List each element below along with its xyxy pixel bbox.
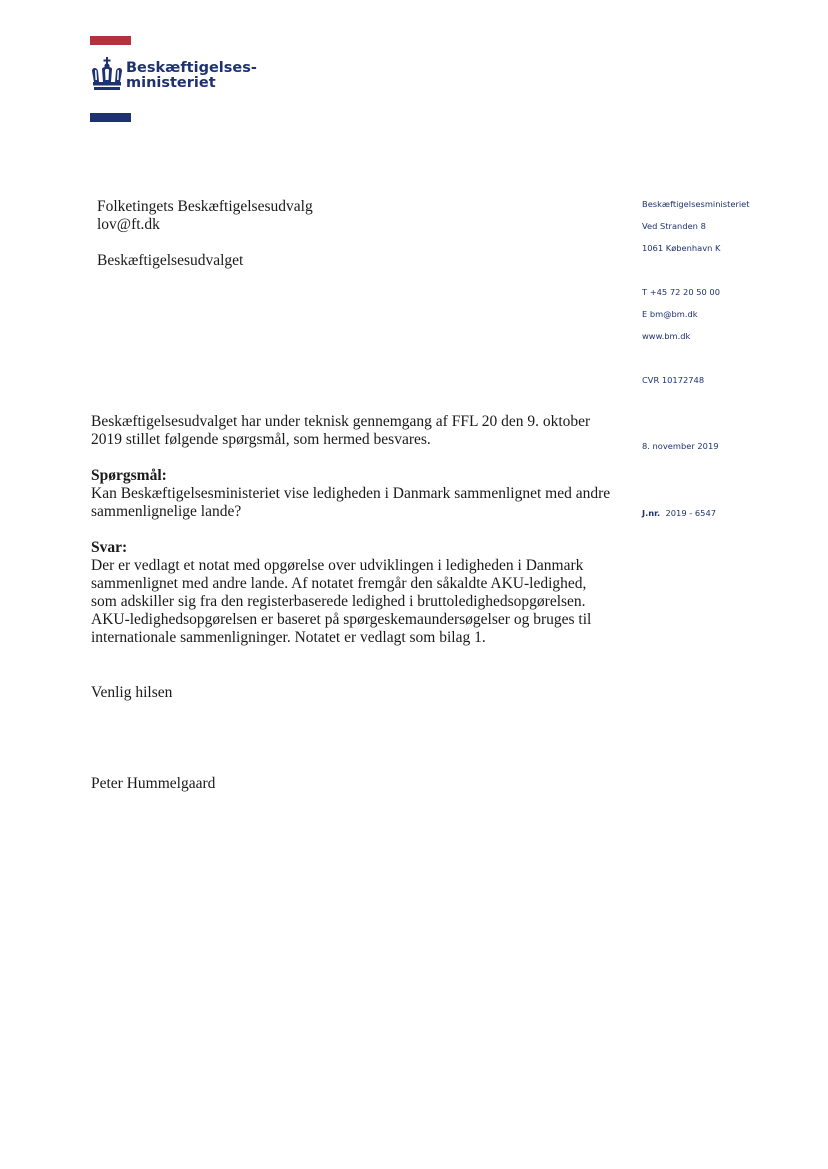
intro-line-1: Beskæftigelsesudvalget har under teknisk gennemgang af FFL 20 den 9. oktober [91, 413, 591, 430]
sender-email: E bm@bm.dk [642, 309, 698, 319]
question-line-2: sammenlignelige lande? [91, 503, 242, 520]
sender-street: Ved Stranden 8 [642, 221, 706, 231]
answer-heading: Svar: [91, 539, 128, 556]
ministry-logo-text [126, 61, 257, 91]
answer-line-1: Der er vedlagt et notat med opgørelse over udviklingen i ledigheden i Danmark [91, 557, 584, 574]
logo-line-1: Beskæftigelses- [126, 60, 257, 76]
question-heading: Spørgsmål: [91, 467, 167, 484]
answer-section [91, 539, 621, 647]
answer-line-4: AKU-ledighedsopgørelsen er baseret på spørgeskemaundersøgelser og bruges til [91, 611, 592, 628]
journal-number [642, 508, 716, 518]
sender-phone: T +45 72 20 50 00 [642, 287, 720, 297]
sender-website: www.bm.dk [642, 331, 691, 341]
letterhead-navy-bar [90, 113, 131, 122]
question-section [91, 467, 621, 521]
crown-icon [89, 57, 125, 95]
sender-org: Beskæftigelsesministeriet [642, 199, 750, 209]
sender-city: 1061 København K [642, 243, 721, 253]
answer-line-3: som adskiller sig fra den registerbaserede ledighed i bruttoledighedsopgørelsen. [91, 593, 586, 610]
closing-phrase: Venlig hilsen [91, 684, 173, 701]
answer-line-5: internationale sammenligninger. Notatet er vedlagt som bilag 1. [91, 629, 486, 646]
recipient-block [97, 198, 313, 270]
signature-name: Peter Hummelgaard [91, 775, 216, 792]
logo-line-2: ministeriet [126, 75, 216, 91]
journal-number-value: 2019 - 6547 [665, 508, 716, 518]
intro-paragraph [91, 413, 621, 449]
recipient-name: Folketingets Beskæftigelsesudvalg [97, 198, 313, 215]
answer-line-2: sammenlignet med andre lande. Af notatet fremgår den såkaldte AKU-ledighed, [91, 575, 587, 592]
letter-date: 8. november 2019 [642, 441, 719, 451]
intro-line-2: 2019 stillet følgende spørgsmål, som hermed besvares. [91, 431, 431, 448]
letterhead-red-bar [90, 36, 131, 45]
journal-number-label: J.nr. [642, 508, 661, 518]
recipient-committee: Beskæftigelsesudvalget [97, 252, 244, 269]
recipient-email: lov@ft.dk [97, 216, 160, 233]
question-line-1: Kan Beskæftigelsesministeriet vise ledigheden i Danmark sammenlignet med andre [91, 485, 611, 502]
sender-cvr: CVR 10172748 [642, 375, 705, 385]
